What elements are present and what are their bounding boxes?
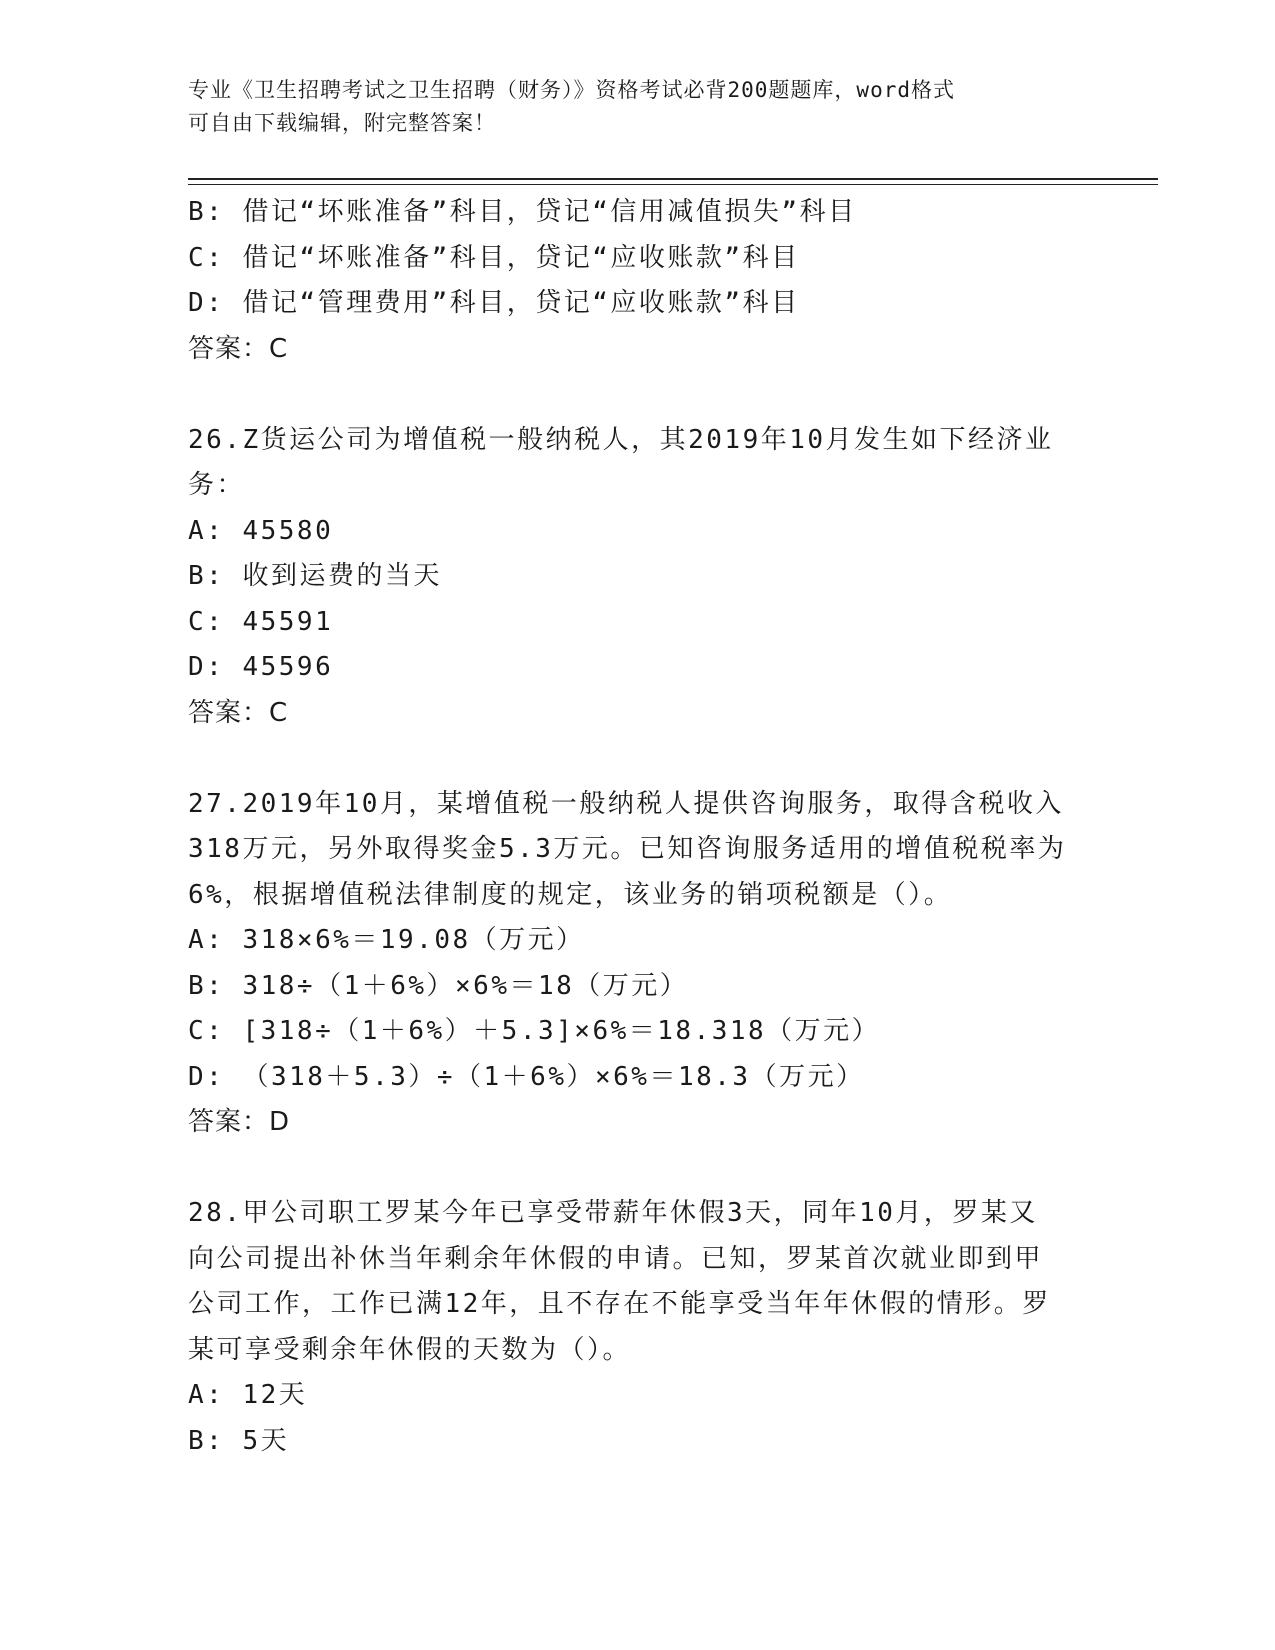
option-b: B: 借记“坏账准备”科目，贷记“信用减值损失”科目 bbox=[188, 197, 857, 227]
option-c: C: 借记“坏账准备”科目，贷记“应收账款”科目 bbox=[188, 242, 800, 273]
question-text-line: 6%，根据增值税法律制度的规定，该业务的销项税额是（）。 bbox=[188, 879, 953, 910]
question-text-line: 26.Z货运公司为增值税一般纳税人，其2019年10月发生如下经济业 bbox=[188, 424, 1054, 455]
option-b: B: 收到运费的当天 bbox=[188, 561, 442, 591]
question-text-line: 某可享受剩余年休假的天数为（）。 bbox=[188, 1334, 632, 1365]
header-rule-thick bbox=[188, 178, 1158, 180]
option-c: C: [318÷（1＋6%）＋5.3]×6%＝18.318（万元） bbox=[188, 1016, 881, 1046]
question-text-line: 28.甲公司职工罗某今年已享受带薪年休假3天，同年10月，罗某又 bbox=[188, 1198, 1038, 1228]
option-c: C: 45591 bbox=[188, 606, 334, 637]
header-line-2: 可自由下载编辑，附完整答案！ bbox=[188, 111, 496, 135]
question-text-line: 公司工作，工作已满12年，且不存在不能享受当年年休假的情形。罗 bbox=[188, 1289, 1051, 1319]
option-d: D: （318＋5.3）÷（1＋6%）×6%＝18.3（万元） bbox=[188, 1061, 865, 1092]
header-line-1: 专业《卫生招聘考试之卫生招聘（财务）》资格考试必背200题题库，word格式 bbox=[188, 78, 955, 102]
page-header bbox=[188, 74, 1088, 140]
question-content bbox=[188, 190, 1078, 1464]
question-25 bbox=[188, 190, 1078, 372]
option-d: D: 45596 bbox=[188, 652, 334, 682]
option-a: A: 45580 bbox=[188, 515, 334, 546]
question-26 bbox=[188, 418, 1078, 737]
option-d: D: 借记“管理费用”科目，贷记“应收账款”科目 bbox=[188, 288, 800, 318]
question-text-line: 向公司提出补休当年剩余年休假的申请。已知，罗某首次就业即到甲 bbox=[188, 1243, 1044, 1274]
option-b: B: 318÷（1＋6%）×6%＝18（万元） bbox=[188, 970, 689, 1001]
option-a: A: 12天 bbox=[188, 1380, 308, 1410]
option-b: B: 5天 bbox=[188, 1425, 290, 1456]
question-27 bbox=[188, 782, 1078, 1146]
answer-label: 答案：C bbox=[188, 697, 289, 728]
answer-label: 答案：C bbox=[188, 333, 289, 364]
option-a: A: 318×6%＝19.08（万元） bbox=[188, 925, 585, 955]
header-rule-thin bbox=[188, 184, 1158, 185]
question-text-line: 务： bbox=[188, 470, 246, 500]
question-text-line: 318万元，另外取得奖金5.3万元。已知咨询服务适用的增值税税率为 bbox=[188, 834, 1067, 864]
question-text-line: 27.2019年10月，某增值税一般纳税人提供咨询服务，取得含税收入 bbox=[188, 788, 1064, 819]
question-28 bbox=[188, 1191, 1078, 1464]
answer-label: 答案：D bbox=[188, 1107, 291, 1137]
